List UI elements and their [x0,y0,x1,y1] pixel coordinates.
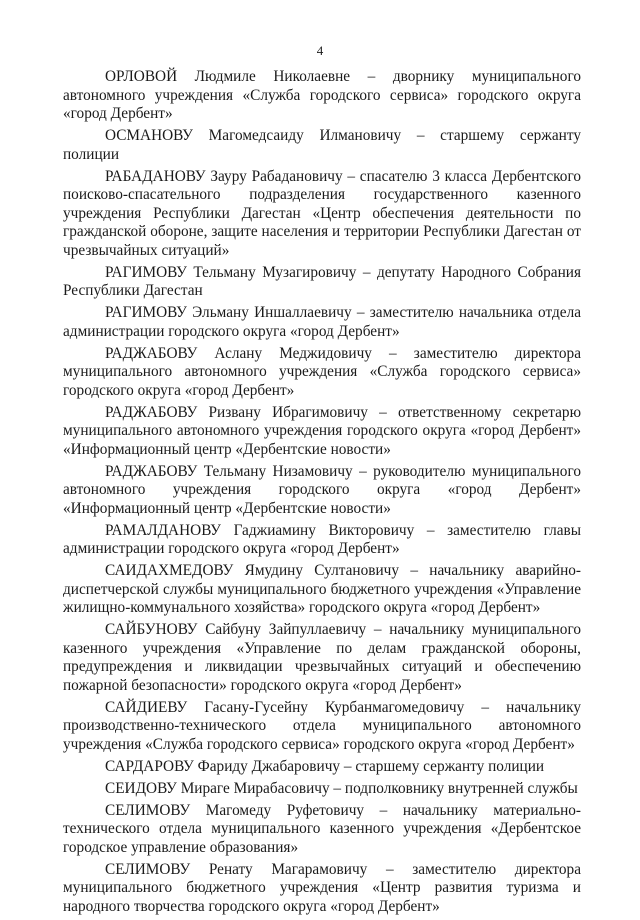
list-item: ОСМАНОВУ Магомедсаиду Илмановичу – старшему сержанту полиции [63,127,581,163]
list-item: РАГИМОВУ Тельману Музагировичу – депутату Народного Собрания Республики Дагестан [63,263,581,299]
award-list [63,68,581,920]
page-number: 4 [316,43,324,58]
list-item: РАДЖАБОВУ Аслану Меджидовичу – заместителю директора муниципального автономного учреждения «Служба городского сервиса» городского округа «город Дербент» [63,344,581,399]
list-item: РАБАДАНОВУ Зауру Рабадановичу – спасателю 3 класса Дербентского поисково-спасательного подразделения государственного казенного учреждения Республики Дагестан «Центр обеспечения деятельности по гражданской обороне, защите населения и территории Республики Дагестан от чрезвычайных ситуаций» [63,167,581,259]
list-item: РАДЖАБОВУ Тельману Низамовичу – руководителю муниципального автономного учреждения городского округа «город Дербент» «Информационный центр «Дербентские новости» [63,462,581,517]
list-item: САИДАХМЕДОВУ Ямудину Султановичу – начальнику аварийно-диспетчерской службы муниципального бюджетного учреждения «Управление жилищно-коммунального хозяйства» городского округа «город Дербент» [63,562,581,616]
list-item: СЕЛИМОВУ Ренату Магарамовичу – заместителю директора муниципального бюджетного учреждения «Центр развития туризма и народного творчества городского округа «город Дербент» [63,860,581,915]
list-item: САЙБУНОВУ Сайбуну Зайпуллаевичу – начальнику муниципального казенного учреждения «Управление по делам гражданской обороны, предупреждения и ликвидации чрезвычайных ситуаций и обеспечению пожарной безопасности» городского округа «город Дербент» [63,621,581,694]
list-item: СЕИДОВУ Мираге Мирабасовичу – подполковнику внутренней службы [105,779,578,797]
list-item: РАГИМОВУ Эльману Иншаллаевичу – заместителю начальника отдела администрации городского округа «город Дербент» [63,304,581,340]
list-item: САЙДИЕВУ Гасану-Гусейну Курбанмагомедовичу – начальнику производственно-технического отдела муниципального автономного учреждения «Служба городского сервиса» городского округа «город Дербент» [63,698,581,753]
list-item: СЕЛИМОВУ Магомеду Руфетовичу – начальнику материально-технического отдела муниципального казенного учреждения «Дербентское городское управление образования» [63,801,581,856]
list-item: РАДЖАБОВУ Ризвану Ибрагимовичу – ответственному секретарю муниципального автономного учреждения городского округа «город Дербент» «Информационный центр «Дербентские новости» [63,403,581,458]
list-item: РАМАЛДАНОВУ Гаджиамину Викторовичу – заместителю главы администрации городского округа «город Дербент» [63,521,581,557]
list-item: ОРЛОВОЙ Людмиле Николаевне – дворнику муниципального автономного учреждения «Служба городского сервиса» городского округа «город Дербент» [63,68,581,122]
list-item: САРДАРОВУ Фариду Джабаровичу – старшему сержанту полиции [105,757,545,775]
